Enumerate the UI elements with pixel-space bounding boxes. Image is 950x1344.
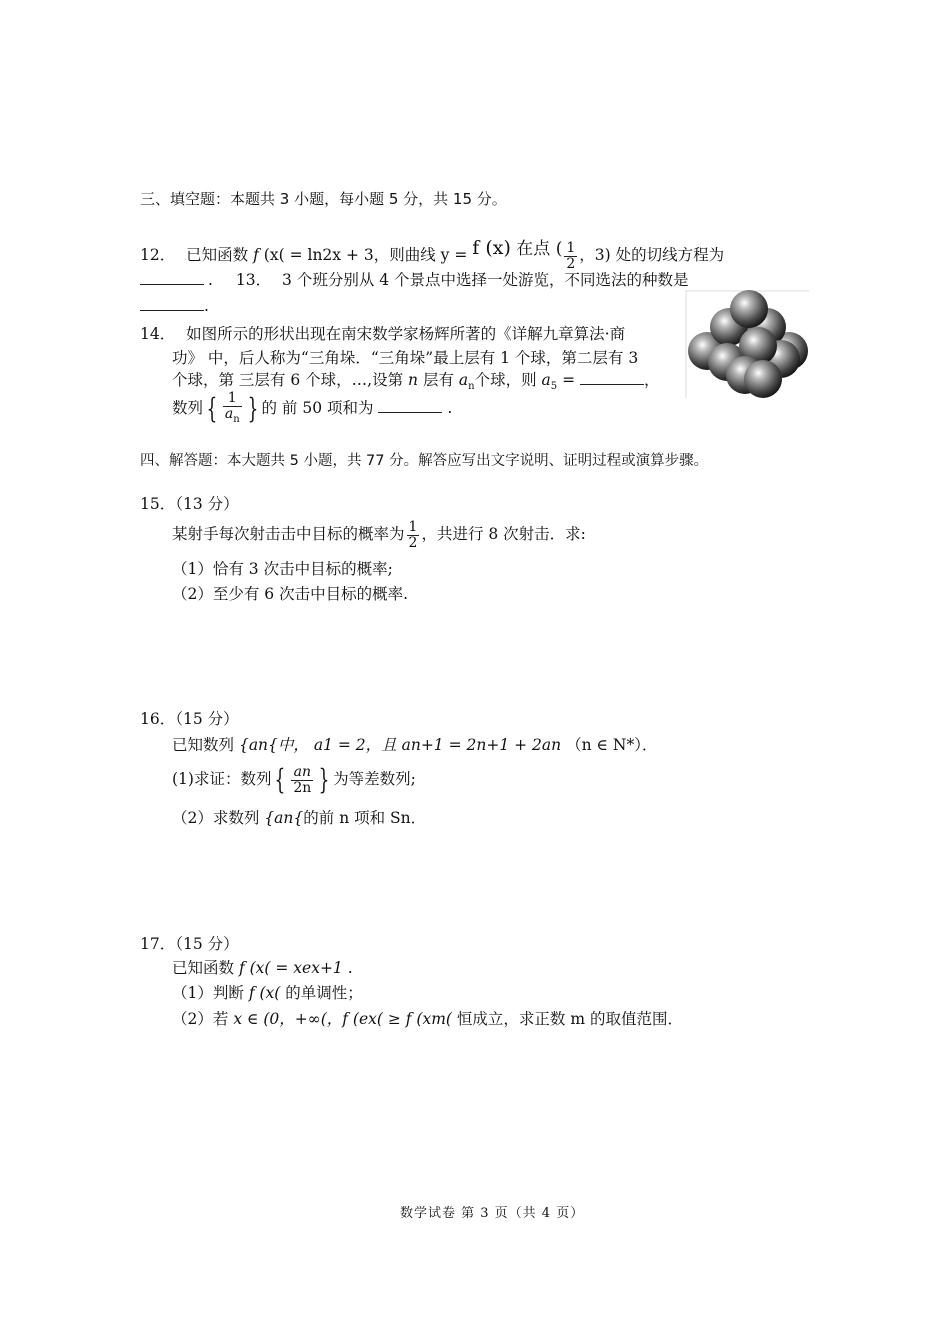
fraction: $\frac{1}{a_n}$ — [224, 390, 240, 425]
question-16-part-2: （2）求数列 {an{的前 n 项和 Sn． — [172, 809, 427, 827]
question-number: 14． — [140, 325, 176, 343]
section-3-heading: 三、填空题：本题共 3 小题，每小题 5 分，共 15 分。 — [140, 190, 507, 208]
question-16-part-1: (1)求证：数列 { $\frac{an}{2n}$ } 为等差数列; — [172, 763, 416, 796]
question-15-part-2: （2）至少有 6 次击中目标的概率. — [172, 585, 409, 603]
question-13: . 13． 3 个班分别从 4 个景点中选择一处游览，不同选法的种数是 — [140, 268, 689, 292]
fraction: $\frac{1}{2}$ — [566, 239, 576, 272]
answer-blank-13[interactable] — [140, 296, 204, 311]
question-15-body: 某射手每次射击击中目标的概率为 $\frac{1}{2}$ ，共进行 8 次射击．求: — [172, 518, 586, 551]
fraction: $\frac{an}{2n}$ — [293, 763, 312, 796]
ball — [744, 360, 782, 398]
answer-blank-12[interactable] — [140, 270, 204, 285]
section-4-heading: 四、解答题：本大题共 5 小题，共 77 分。解答应写出文字说明、证明过程或演算步骤。 — [140, 453, 709, 469]
page-footer: 数学试卷 第 3 页（共 4 页） — [400, 1206, 585, 1221]
question-14-line-2: 功》 中，后人称为“三角垛．“三角垛”最上层有 1 个球，第二层有 3 — [172, 349, 639, 367]
answer-blank-14a[interactable] — [580, 370, 644, 385]
question-14-line-3: 个球，第 三层有 6 个球，…,设第 n 层有 $a_n$个球，则 $a_5$ = ， — [172, 371, 660, 393]
question-16-line-1: 已知数列 {an{中， a1 = 2，且 an+1 = 2n+1 + 2an （n ∈ N*）． — [172, 736, 658, 754]
question-number: 13． — [235, 271, 272, 289]
question-17-part-2: （2）若 x ∈ (0，+∞(，f (ex( ≥ f (xm( 恒成立，求正数 m 的取值范围． — [172, 1010, 683, 1028]
answer-line-13: . — [140, 294, 209, 318]
function-expression: f (x) — [472, 237, 511, 259]
question-12: 12． 已知函数 f (x( = ln2x + 3，则曲线 y = f (x) 在点 ( $\frac{1}{2}$ ，3) 处的切线方程为 — [140, 237, 725, 272]
question-16-header: 16．（15 分） — [140, 710, 239, 728]
answer-blank-14b[interactable] — [378, 398, 442, 413]
question-17-line-1: 已知函数 f (x( = xex+1 . — [172, 959, 353, 977]
triangular-pile-figure — [685, 290, 809, 400]
ball — [730, 290, 768, 328]
question-17-part-1: （1）判断 f (x( 的单调性； — [172, 984, 363, 1002]
question-15-part-1: （1）恰有 3 次击中目标的概率; — [172, 560, 393, 578]
question-14-line-1: 14． 如图所示的形状出现在南宋数学家杨辉所著的《详解九章算法·商 — [140, 325, 626, 343]
question-17-header: 17．（15 分） — [140, 935, 239, 953]
question-15-header: 15．（13 分） — [140, 495, 239, 513]
fraction: $\frac{1}{2}$ — [408, 518, 418, 551]
question-14-line-4: 数列 { $\frac{1}{a_n}$ } 的 前 50 项和为 . — [172, 390, 453, 425]
question-number: 12． — [140, 246, 176, 264]
